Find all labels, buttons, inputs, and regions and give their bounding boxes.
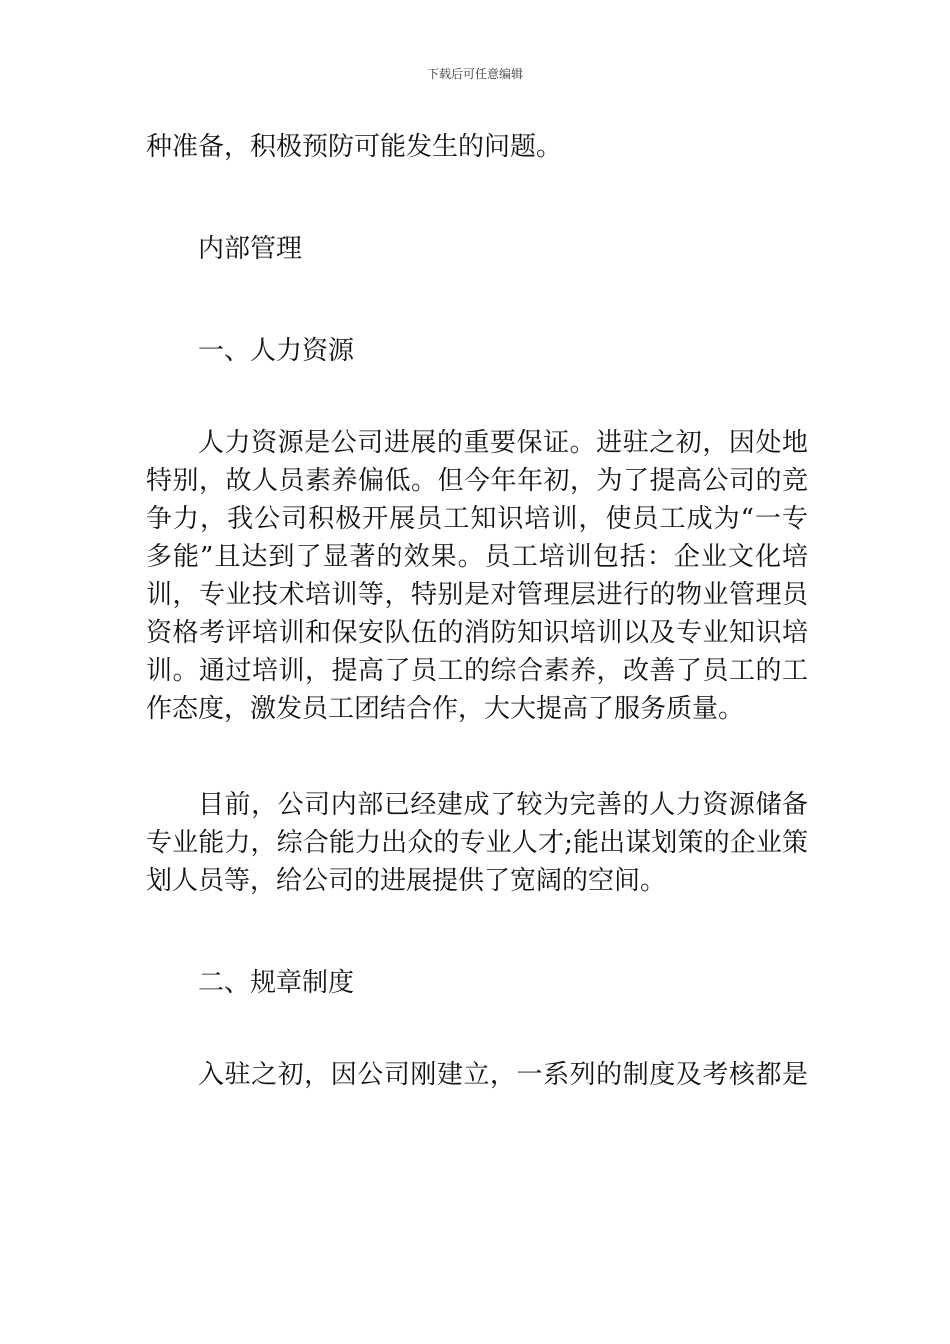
spacer [146,268,808,330]
paragraph-line: 资格考评培训和保安队伍的消防知识培训以及专业知识培 [146,618,808,648]
spacer [146,728,808,786]
spacer [146,1002,808,1056]
paragraph-line: 人力资源是公司进展的重要保证。进驻之初，因处地 [198,428,808,458]
paragraph-continuation: 种准备，积极预防可能发生的问题。 [146,132,563,162]
paragraph-line: 入驻之初，因公司刚建立，一系列的制度及考核都是 [198,1060,808,1090]
section-title: 内部管理 [198,234,303,264]
paragraph-line: 多能”且达到了显著的效果。员工培训包括：企业文化培 [146,542,808,572]
paragraph-human-resources [146,424,808,728]
paragraph-line: 目前，公司内部已经建成了较为完善的人力资源储备 [198,790,808,820]
heading-human-resources: 一、人力资源 [198,336,355,366]
paragraph-line: 训，专业技术培训等，特别是对管理层进行的物业管理员 [146,580,808,610]
spacer [146,370,808,424]
paragraph-line: 专业能力，综合能力出众的专业人才;能出谋划策的企业策 [146,828,808,858]
heading-regulations: 二、规章制度 [198,968,355,998]
spacer [146,900,808,962]
spacer [146,166,808,228]
page-header-note: 下载后可任意编辑 [426,67,523,81]
paragraph-line: 特别，故人员素养偏低。但今年年初，为了提高公司的竞 [146,466,808,496]
document-body [146,128,808,1094]
paragraph-line: 训。通过培训，提高了员工的综合素养，改善了员工的工 [146,656,808,686]
paragraph-current-status [146,786,808,900]
paragraph-line: 作态度，激发员工团结合作，大大提高了服务质量。 [146,694,745,724]
paragraph-line: 划人员等，给公司的进展提供了宽阔的空间。 [146,866,667,896]
paragraph-line: 争力，我公司积极开展员工知识培训，使员工成为“一专 [146,504,808,534]
paragraph-regulations [146,1056,808,1094]
